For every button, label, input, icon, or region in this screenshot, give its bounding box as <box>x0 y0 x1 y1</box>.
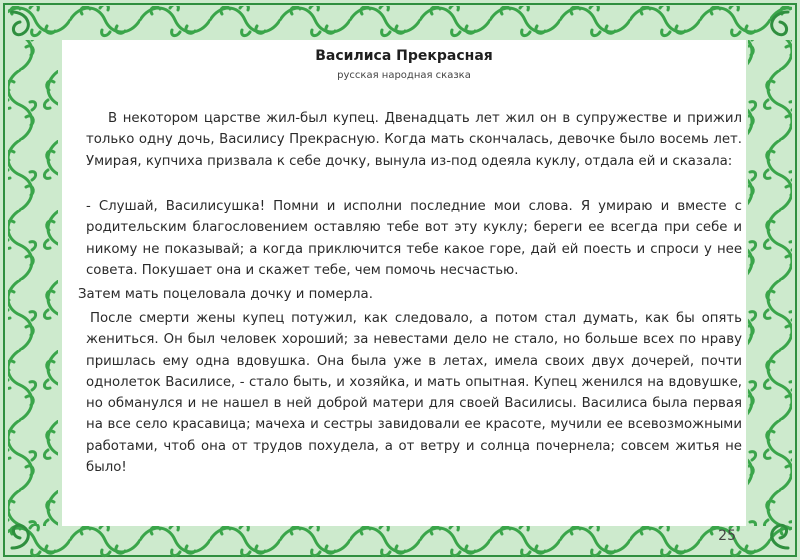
paragraph-2: - Слушай, Василисушка! Помни и исполни последние мои слова. Я умираю и вместе с родительским благословением оставляю тебе вот эту куклу; береги ее всегда при себе и никому не показывай; а когда приключится тебе какое горе, дай ей поесть и спроси у нее совета. Покушает она и скажет тебе, чем помочь несчастью. <box>86 199 742 278</box>
page-number: 25 <box>718 528 736 544</box>
document-subtitle: русская народная сказка <box>337 70 471 81</box>
paragraph-1: В некотором царстве жил-был купец. Двенадцать лет жил он в супружестве и прижил только одну дочь, Василису Прекрасную. Когда мать скончалась, девочке было восемь лет. Умирая, купчиха призвала к себе дочку, вынула из-под одеяла куклу, отдала ей и сказала: <box>86 111 742 169</box>
paragraph-3: Затем мать поцеловала дочку и померла. <box>78 287 373 302</box>
paragraph-4: После смерти жены купец потужил, как следовало, а потом стал думать, как бы опять жениться. Он был человек хороший; за невестами дело не стало, но больше всех по нраву пришлась ему одна вдовушка. Она была уже в летах, имела своих двух дочерей, почти однолеток Василисе, - стало быть, и хозяйка, и мать опытная. Купец женился на вдовушке, но обманулся и не нашел в ней доброй матери для своей Василисы. Василиса была первая на все село красавица; мачеха и сестры завидовали ее красоте, мучили ее всевозможными работами, чтоб она от трудов похудела, а от ветру и солнца почернела; совсем житья не было! <box>86 311 742 476</box>
document-title: Василиса Прекрасная <box>315 48 493 64</box>
page-content <box>62 40 746 526</box>
